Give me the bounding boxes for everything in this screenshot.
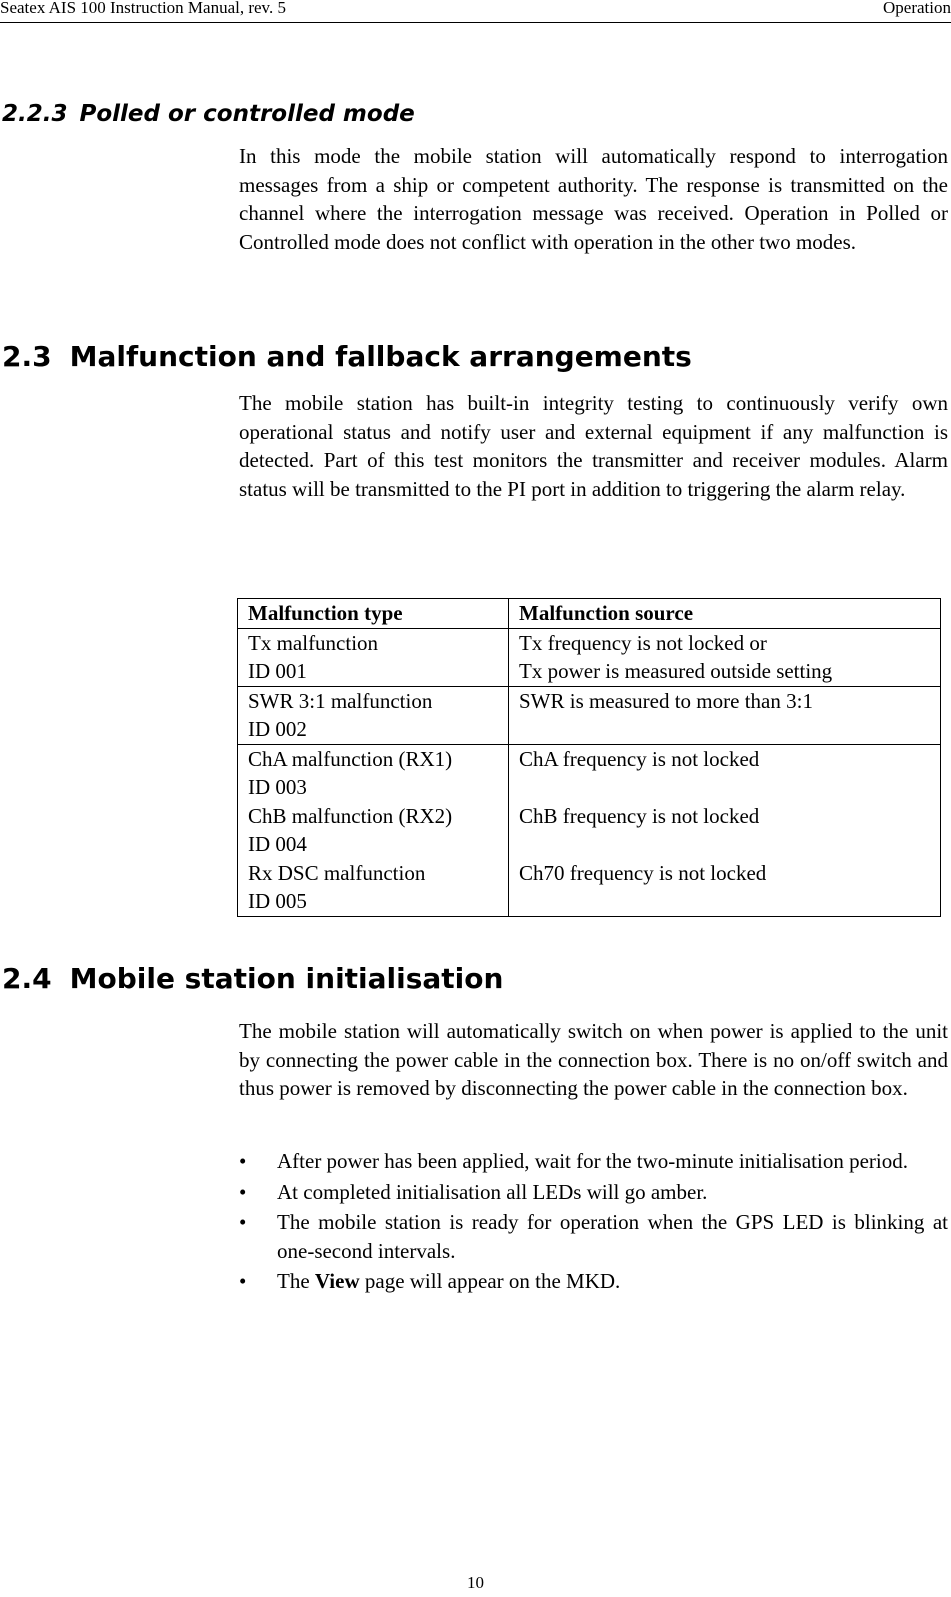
table-header-type: Malfunction type <box>238 599 509 629</box>
heading-2-2-3 <box>2 100 415 128</box>
malfunction-type-cell <box>238 686 509 744</box>
cell-line: ChA frequency is not locked <box>519 746 760 771</box>
heading-number: 2.2.3 <box>2 101 68 127</box>
cell-line <box>519 773 930 802</box>
cell-line: ID 001 <box>248 659 307 683</box>
bullet-icon: • <box>239 1179 247 1204</box>
header-chapter: Operation <box>883 0 951 17</box>
cell-line: SWR is measured to more than 3:1 <box>519 688 813 713</box>
malfunction-table <box>237 598 941 917</box>
cell-line: Rx DSC malfunction <box>248 860 426 885</box>
header-manual-title: Seatex AIS 100 Instruction Manual, rev. 5 <box>0 0 286 17</box>
cell-line: Ch70 frequency is not locked <box>519 860 767 885</box>
cell-line: ChB frequency is not locked <box>519 803 760 828</box>
table-row <box>238 686 941 744</box>
list-item <box>239 1147 948 1176</box>
heading-2-4 <box>2 962 503 996</box>
bullet-icon: • <box>239 1269 247 1293</box>
initialisation-bullet-list <box>239 1147 948 1298</box>
heading-title: Mobile station initialisation <box>69 962 504 995</box>
list-item-text: The mobile station is ready for operation when the GPS LED is blinking at one-second intervals. <box>277 1210 948 1263</box>
cell-line: Tx malfunction <box>248 630 379 655</box>
list-item-text: At completed initialisation all LEDs will go amber. <box>277 1179 708 1204</box>
bullet-icon: • <box>239 1210 247 1234</box>
table-header-row <box>238 599 941 629</box>
heading-2-3 <box>2 340 692 374</box>
cell-line <box>519 830 930 859</box>
cell-line: ID 004 <box>248 832 307 856</box>
paragraph-initialisation: The mobile station will automatically switch on when power is applied to the unit by connecting the power cable in the connection box. There is no on/off switch and thus power is removed by disconnecting the power cable in the connection box. <box>239 1019 948 1100</box>
list-item-text: After power has been applied, wait for the two-minute initialisation period. <box>277 1149 908 1173</box>
cell-line: ChA malfunction (RX1) <box>248 746 453 771</box>
list-item-bold-term: View <box>314 1269 360 1293</box>
malfunction-type-cell <box>238 628 509 686</box>
heading-number: 2.4 <box>2 962 52 995</box>
list-item-prefix: The <box>277 1269 315 1293</box>
cell-line: ChB malfunction (RX2) <box>248 803 453 828</box>
cell-line: Tx power is measured outside setting <box>519 659 833 683</box>
heading-number: 2.3 <box>2 340 52 373</box>
cell-line: ID 003 <box>248 775 307 799</box>
cell-line: ID 002 <box>248 717 307 741</box>
bullet-icon: • <box>239 1149 247 1173</box>
table-row <box>238 744 941 916</box>
malfunction-type-cell <box>238 744 509 916</box>
list-item <box>239 1208 948 1265</box>
page-header <box>0 0 951 23</box>
table-header-source: Malfunction source <box>509 599 941 629</box>
paragraph-malfunction: The mobile station has built-in integrity testing to continuously verify own operational status and notify user and external equipment if any malfunction is detected. Part of this test monitors the transmitter and receiver modules. Alarm status will be transmitted to the PI port in addition to triggering the alarm relay. <box>239 391 948 501</box>
table-row <box>238 628 941 686</box>
list-item <box>239 1178 948 1207</box>
heading-title: Malfunction and fallback arrangements <box>69 340 692 373</box>
malfunction-source-cell <box>509 686 941 744</box>
malfunction-source-cell <box>509 744 941 916</box>
cell-line: ID 005 <box>248 889 307 913</box>
cell-line: SWR 3:1 malfunction <box>248 688 433 713</box>
heading-title: Polled or controlled mode <box>79 101 415 127</box>
page-number: 10 <box>467 1573 484 1592</box>
cell-line <box>519 887 930 916</box>
list-item <box>239 1267 948 1296</box>
list-item-suffix: page will appear on the MKD. <box>359 1269 621 1293</box>
paragraph-polled-mode: In this mode the mobile station will automatically respond to interrogation messages from a ship or competent authority. The response is transmitted on the channel where the interrogation message was received. Operation in Polled or Controlled mode does not conflict with operation in the other two modes. <box>239 144 948 254</box>
malfunction-source-cell <box>509 628 941 686</box>
cell-line: Tx frequency is not locked or <box>519 630 767 655</box>
